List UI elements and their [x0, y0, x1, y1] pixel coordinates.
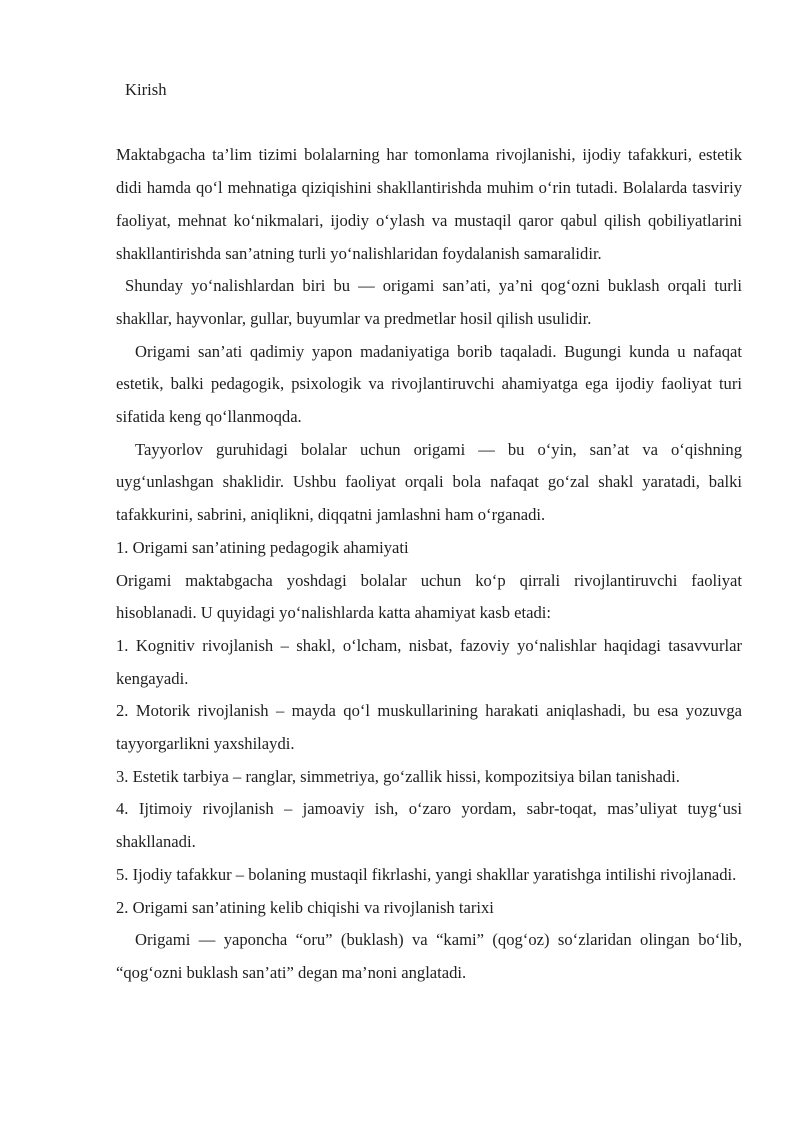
list-item: 4. Ijtimoiy rivojlanish – jamoaviy ish, o‘zaro yordam, sabr-toqat, mas’uliyat tuyg‘usi shakllanadi. [116, 799, 742, 852]
preparatory-group-paragraph: Tayyorlov guruhidagi bolalar uchun origami — bu o‘yin, san’at va o‘qishning uyg‘unlashgan shaklidir. Ushbu faoliyat orqali bola nafaqat go‘zal shakl yaratadi, balki tafakkurini, sabrini, aniqlikni, diqqatni jamlashni ham o‘rganadi. [116, 439, 742, 525]
intro-paragraph: Maktabgacha ta’lim tizimi bolalarning har tomonlama rivojlanishi, ijodiy tafakkuri, estetik didi hamda qo‘l mehnatiga qiziqishini shakllantirishda muhim o‘rin tutadi. Bolalarda tasviriy faoliyat, mehnat ko‘nikmalari, ijodiy o‘ylash va mustaqil qaror qabul qilish qobiliyatlarini shakllantirishda san’atning turli yo‘nalishlaridan foydalanish samaralidir. [116, 145, 742, 263]
document-page [116, 74, 742, 990]
section-heading: 2. Origami san’atining kelib chiqishi va rivojlanish tarixi [116, 897, 494, 917]
page-title: Kirish [125, 80, 167, 99]
section-heading: 1. Origami san’atining pedagogik ahamiyati [116, 537, 409, 557]
list-item: 5. Ijodiy tafakkur – bolaning mustaqil fikrlashi, yangi shakllar yaratishga intilishi rivojlanadi. [116, 864, 737, 884]
list-item: 1. Kognitiv rivojlanish – shakl, o‘lcham, nisbat, fazoviy yo‘nalishlar haqidagi tasavvurlar kengayadi. [116, 635, 742, 688]
origami-definition-paragraph: Shunday yo‘nalishlardan biri bu — origami san’ati, ya’ni qog‘ozni buklash orqali turli shakllar, hayvonlar, gullar, buyumlar va predmetlar hosil qilish usulidir. [116, 276, 742, 328]
list-item: 3. Estetik tarbiya – ranglar, simmetriya, go‘zallik hissi, kompozitsiya bilan tanishadi. [116, 766, 680, 786]
section-intro-paragraph: Origami maktabgacha yoshdagi bolalar uchun ko‘p qirrali rivojlantiruvchi faoliyat hisoblanadi. U quyidagi yo‘nalishlarda katta ahamiyat kasb etadi: [116, 570, 742, 623]
etymology-paragraph: Origami — yaponcha “oru” (buklash) va “kami” (qog‘oz) so‘zlaridan olingan bo‘lib, “qog‘ozni buklash san’ati” degan ma’noni anglatadi. [116, 930, 742, 982]
list-item: 2. Motorik rivojlanish – mayda qo‘l muskullarining harakati aniqlashadi, bu esa yozuvga tayyorgarlikni yaxshilaydi. [116, 701, 742, 754]
origami-history-paragraph: Origami san’ati qadimiy yapon madaniyatiga borib taqaladi. Bugungi kunda u nafaqat estetik, balki pedagogik, psixologik va rivojlantiruvchi ahamiyatga ega ijodiy faoliyat turi sifatida keng qo‘llanmoqda. [116, 341, 742, 427]
